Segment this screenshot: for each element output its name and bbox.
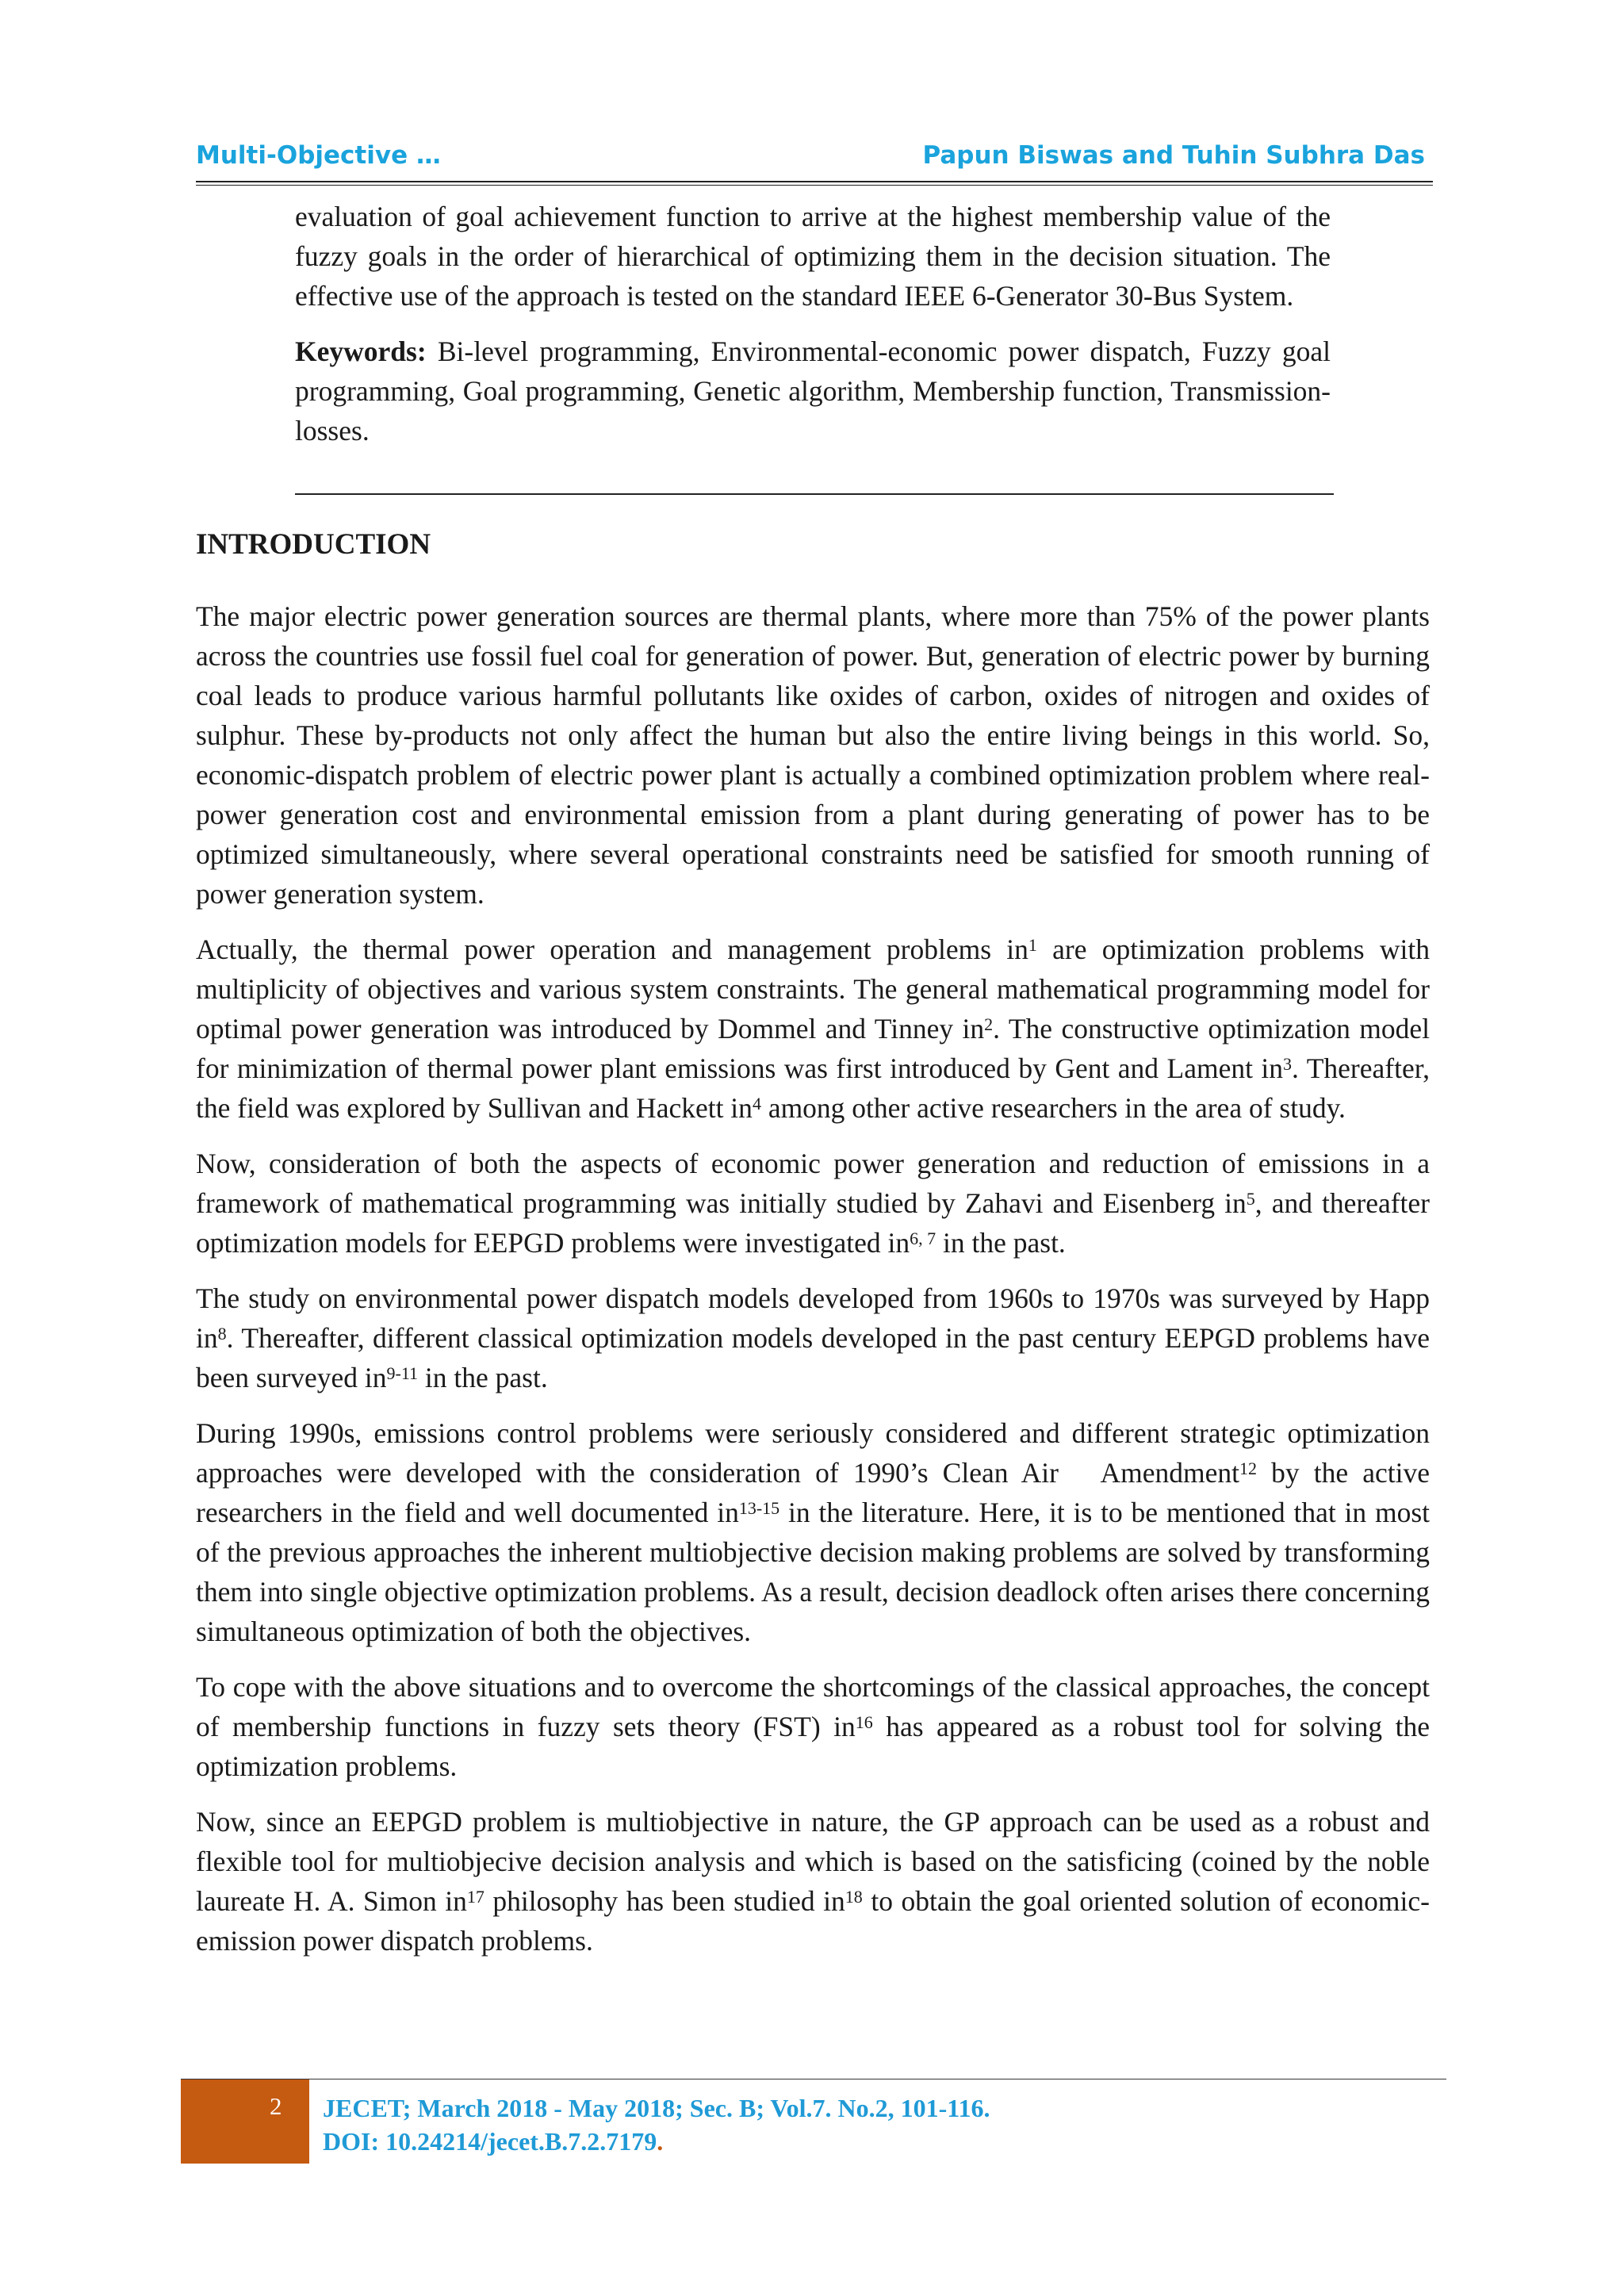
doi-link[interactable]: DOI: 10.24214/jecet.B.7.2.7179 (323, 2127, 657, 2156)
doi-line: DOI: 10.24214/jecet.B.7.2.7179. (323, 2127, 664, 2156)
citation: 6, 7 (910, 1228, 936, 1249)
citation: 12 (1239, 1458, 1257, 1479)
citation: 1 (1028, 935, 1037, 956)
footer-color-block (181, 2079, 309, 2164)
abstract-continuation: evaluation of goal achievement function to arrive at the highest membership value of the fuzzy goals in the order of hierarchical of optimizing them in the decision situation. The effective use of the approach is tested on the standard IEEE 6-Generator 30-Bus System. (295, 201, 1331, 312)
header-rule-bottom (196, 185, 1433, 186)
paragraph-2: Actually, the thermal power operation and management problems $in^1$ are optimization problems with multiplicity of objectives and various system constraints. The general mathematical programming model for optimal power generation was introduced by Dommel and Tinney $in^2$. The constructive optimization model for minimization of thermal power plant emissions was first introduced by Gent and Lament $in^3$. Thereafter, the field was explored by Sullivan and Hackett $in^4$ among other active researchers in the area of study. (196, 933, 1430, 1124)
abstract-block (295, 197, 1331, 450)
citation: 3 (1283, 1054, 1293, 1075)
paragraph-1: The major electric power generation sources are thermal plants, where more than 75% of the power plants across the countries use fossil fuel coal for generation of power. But, generation of electric power by burning coal leads to produce various harmful pollutants like oxides of carbon, oxides of nitrogen and oxides of sulphur. These by-products not only affect the human but also the entire living beings in this world. So, economic-dispatch problem of electric power plant is actually a combined optimization problem where real-power generation cost and environmental emission from a plant during generating of power has to be optimized simultaneously, where several operational constraints need be satisfied for smooth running of power generation system. (196, 600, 1430, 910)
keywords-paragraph (295, 332, 1331, 450)
section-heading-introduction: INTRODUCTION (196, 528, 431, 561)
citation: 18 (845, 1887, 863, 1907)
citation: 4 (752, 1094, 761, 1114)
header-rule-top (196, 181, 1433, 182)
paragraph-6: To cope with the above situations and to overcome the shortcomings of the classical approaches, the concept of membership functions in fuzzy sets theory (FST) $in^{16}$ has appeared as a robust tool for solving the optimization problems. (196, 1671, 1430, 1782)
citation: 16 (855, 1712, 873, 1733)
journal-citation: JECET; March 2018 - May 2018; Sec. B; Vol.7. No.2, 101-116. (323, 2094, 990, 2122)
introduction-body (196, 596, 1437, 1976)
running-authors: Papun Biswas and Tuhin Subhra Das (922, 141, 1425, 170)
citation: 5 (1246, 1189, 1255, 1209)
keywords-list: Bi-level programming, Environmental-economic power dispatch, Fuzzy goal programming, Goal programming, Genetic algorithm, Membership function, Transmission-losses. (295, 335, 1331, 447)
citation: 8 (217, 1324, 227, 1344)
paragraph-4: The study on environmental power dispatch models developed from 1960s to 1970s was surveyed by Happ $in^8$. Thereafter, different classical optimization models developed in the past century EEPGD problems have been surveyed $in^{9-11}$ in the past. (196, 1282, 1430, 1393)
citation: 17 (466, 1887, 485, 1907)
paragraph-5: During 1990s, emissions control problems were seriously considered and different strategic optimization approaches were developed with the consideration of 1990’s Clean Air Amendment$^{12}$ by the active researchers in the field and well documented $in^{13-15}$ in the literature. Here, it is to be mentioned that in most of the previous approaches the inherent multiobjective decision making problems are solved by transforming them into single objective optimization problems. As a result, decision deadlock often arises there concerning simultaneous optimization of both the objectives. (196, 1417, 1437, 1647)
abstract-rule (295, 493, 1334, 495)
citation: 2 (984, 1014, 994, 1035)
citation: 9-11 (386, 1363, 419, 1384)
paragraph-3: Now, consideration of both the aspects of economic power generation and reduction of emissions in a framework of mathematical programming was initially studied by Zahavi and Eisenberg $in^5$, and thereafter optimization models for EEPGD problems were investigated in$^{6, 7}$ in the past. (196, 1148, 1430, 1259)
keywords-label: Keywords: (295, 335, 427, 367)
paragraph-7: Now, since an EEPGD problem is multiobjective in nature, the GP approach can be used as a robust and flexible tool for multiobjecive decision analysis and which is based on the satisficing (coined by the noble laureate H. A. Simon $in^{17}$ philosophy has been studied $in^{18}$ to obtain the goal oriented solution of economic-emission power dispatch problems. (196, 1806, 1430, 1957)
page-number: 2 (270, 2092, 282, 2120)
running-title: Multi-Objective … (196, 141, 441, 170)
citation: 13-15 (738, 1498, 780, 1519)
